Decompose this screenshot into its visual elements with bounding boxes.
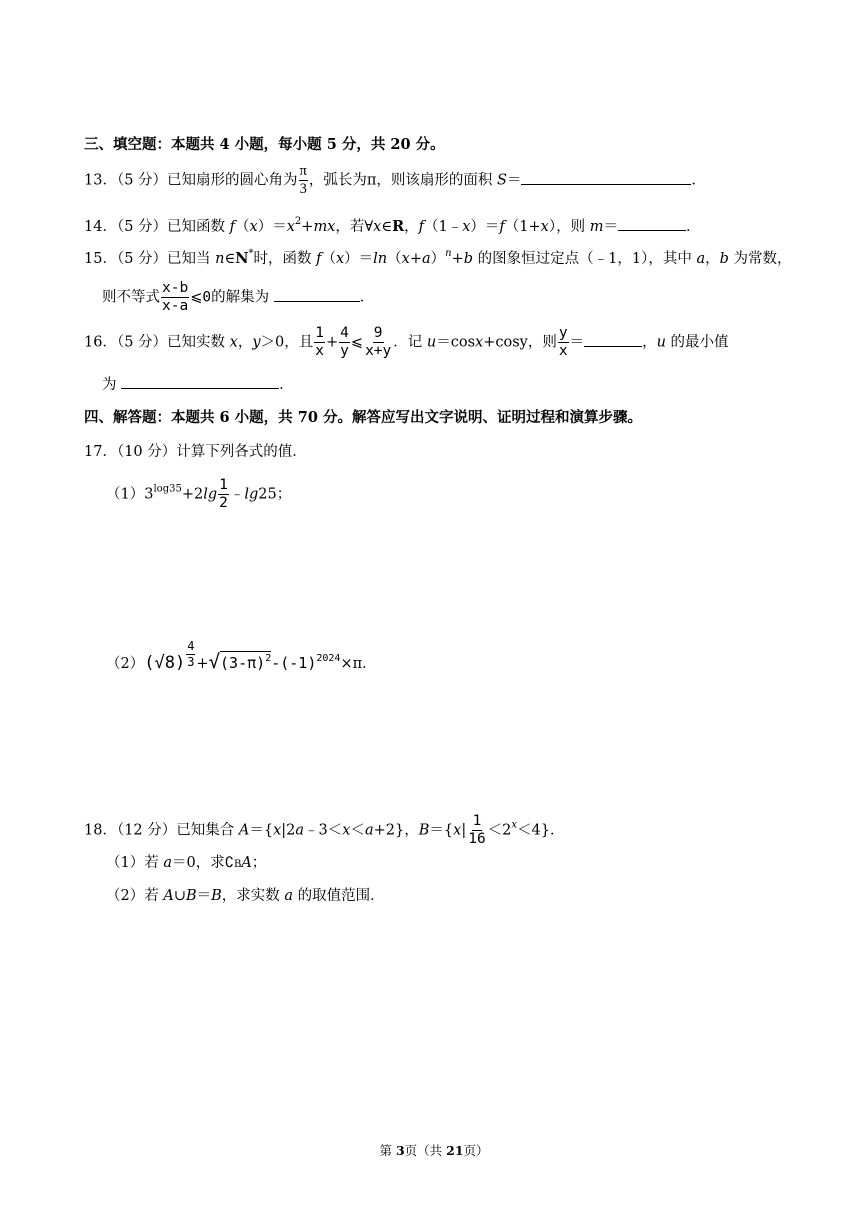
q18-a: a — [163, 855, 172, 871]
question-15-line-2 — [102, 281, 374, 314]
q15-a: a — [422, 251, 431, 267]
q17-frac-den: 3 — [187, 654, 195, 669]
q16-text: ， — [237, 334, 253, 351]
q17-root-sign: √ — [208, 651, 221, 673]
q14-f: f — [229, 219, 236, 235]
q14-end: ． — [685, 219, 701, 235]
q17-text: +2 — [181, 486, 204, 503]
q16-text: 的最小值 — [665, 334, 729, 351]
page-footer — [0, 1141, 868, 1159]
q15-a: a — [696, 251, 706, 267]
q14-text: ，若∀ — [335, 219, 374, 235]
q17-sup: log35 — [153, 483, 182, 495]
q15-text: ， — [705, 251, 720, 267]
q14-text: ）＝ — [257, 219, 287, 235]
q15-text: ） — [430, 251, 446, 267]
q13-eq: ＝ — [506, 172, 522, 189]
q15-b: b — [463, 251, 474, 267]
q16-frac-den: y — [340, 343, 349, 360]
q16-frac-num: 4 — [339, 326, 350, 343]
q13-frac-num: π — [299, 164, 308, 181]
q16-text: ， — [642, 334, 657, 351]
q14-text: （ — [235, 219, 250, 235]
q18-sub: B — [233, 859, 242, 870]
q16-text: ＝ — [569, 334, 585, 351]
q14-reals: R — [392, 218, 405, 235]
q15-text: （ — [321, 251, 336, 267]
q18-A: A — [241, 855, 252, 871]
q14-text: ， — [404, 219, 419, 235]
q16-text: ＝cos — [436, 334, 476, 351]
q13-fraction — [299, 164, 308, 197]
q16-frac-den: x — [558, 343, 568, 360]
q15-text: 的解集为 — [211, 289, 274, 306]
question-14 — [84, 218, 700, 235]
q14-text: ∈ — [381, 219, 393, 235]
q17-frac-num: 1 — [218, 478, 229, 495]
q16-text: 为 — [102, 377, 122, 393]
question-17-part-1 — [106, 478, 291, 511]
q18-text: ＝0，求∁ — [172, 855, 234, 871]
q15-sup: n — [445, 248, 452, 259]
question-18 — [84, 814, 565, 847]
question-15 — [84, 248, 792, 267]
q14-text: ＝ — [603, 219, 618, 235]
q18-text: （2）若 — [106, 888, 164, 904]
q17-sqrt8: (√8) — [144, 653, 186, 673]
q18-text: ＝{ — [429, 822, 454, 839]
question-18-part-2 — [106, 889, 385, 904]
q16-frac-num: 9 — [373, 326, 384, 343]
q17-frac-den: 2 — [219, 495, 228, 512]
q15-text: 15．（5 分）已知当 — [84, 251, 216, 267]
q15-text: 时，函数 — [253, 251, 317, 267]
q17-text: ﹣ — [229, 486, 245, 503]
q14-f: f — [499, 219, 505, 235]
q16-fraction-2 — [339, 326, 350, 359]
q15-text: 为常数， — [728, 251, 792, 267]
q15-x: x — [335, 251, 345, 267]
q17-text: ×π． — [340, 656, 377, 672]
q17-part-label: （2） — [106, 656, 145, 672]
q17-base: 3 — [144, 486, 154, 503]
q18-B: B — [211, 888, 222, 904]
q17-lg: lg — [203, 486, 218, 503]
q17-sup: 2 — [265, 653, 272, 664]
q16-y: y — [252, 334, 261, 351]
q18-text: （1）若 — [106, 855, 164, 871]
q15-fraction — [161, 281, 189, 314]
q15-x: x — [401, 251, 410, 267]
q14-x: x — [373, 219, 382, 235]
q16-text: 16．（5 分）已知实数 — [84, 334, 230, 351]
q13-text: 13．（5 分）已知扇形的圆心角为 — [84, 172, 298, 189]
q16-frac-num: 1 — [314, 326, 325, 343]
q14-text: ）＝ — [470, 219, 500, 235]
footer-text: 页（共 — [404, 1143, 447, 1158]
q18-text: ＝ — [196, 888, 212, 904]
q13-frac-den: 3 — [299, 181, 307, 198]
q18-frac-num: 1 — [472, 814, 483, 831]
q18-text: ＝{ — [249, 822, 274, 839]
q14-x: x — [286, 219, 295, 235]
q17-frac-num: 4 — [187, 639, 195, 653]
q14-text: + — [301, 219, 314, 235]
q15-ln: ln — [373, 251, 388, 267]
q16-text: ＞0，且 — [260, 334, 314, 351]
q15-end: ． — [359, 289, 375, 306]
footer-text: 第 — [379, 1143, 396, 1158]
q13-var-s: S — [497, 172, 507, 189]
q16-frac-den: x+y — [365, 343, 392, 360]
section-3-heading: 三、填空题：本题共 4 小题，每小题 5 分，共 20 分。 — [84, 136, 445, 153]
q18-text: 18．（12 分）已知集合 — [84, 822, 239, 839]
question-17-part-2 — [106, 640, 377, 672]
q18-text: +2}， — [373, 822, 419, 839]
q18-text: | — [461, 822, 467, 839]
question-16 — [84, 326, 729, 359]
q16-frac-den: x — [315, 343, 325, 360]
footer-text: 页） — [463, 1143, 489, 1158]
q18-a: a — [295, 822, 305, 839]
q16-fraction-1 — [314, 326, 325, 359]
q18-text: ＜4}． — [517, 822, 565, 839]
q18-text: ； — [251, 855, 267, 871]
q18-text: ﹣3＜ — [304, 822, 343, 839]
q17-radicand-text: (3-π) — [220, 654, 266, 672]
q18-B: B — [185, 888, 197, 904]
q14-text: （1﹣ — [424, 219, 463, 235]
q13-end: ． — [691, 172, 706, 189]
q14-answer-blank[interactable] — [618, 218, 686, 231]
q15-text: 的图象恒过定点（﹣1，1），其中 — [473, 251, 697, 267]
q15-frac-den: x-a — [162, 298, 189, 315]
q14-m: m — [589, 219, 604, 235]
q17-text: -(-1) — [271, 654, 317, 672]
section-4-heading: 四、解答题：本题共 6 小题，共 70 分。解答应写出文字说明、证明过程和演算步骤。 — [84, 409, 642, 426]
q13-text-mid: ，弧长为π，则该扇形的面积 — [308, 172, 498, 189]
q14-sup: 2 — [294, 216, 302, 227]
q14-text: 14．（5 分）已知函数 — [84, 219, 230, 235]
q18-A: A — [238, 822, 250, 839]
q17-text: + — [196, 656, 209, 672]
q17-radicand — [220, 651, 271, 672]
q15-text: 则不等式 — [102, 289, 160, 306]
q17-text: 25； — [258, 486, 292, 503]
q16-answer-blank-1[interactable] — [584, 334, 642, 347]
q18-text: 的取值范围． — [293, 888, 385, 904]
q16-frac-num: y — [558, 326, 569, 343]
q18-B: B — [418, 822, 430, 839]
q15-naturals: N — [235, 250, 249, 267]
q15-text: + — [409, 251, 422, 267]
q16-text: ．记 — [393, 334, 427, 351]
q15-text: + — [451, 251, 464, 267]
q15-b: b — [719, 251, 729, 267]
q18-x: x — [342, 822, 351, 839]
q15-f: f — [316, 251, 322, 267]
q18-x: x — [273, 822, 282, 839]
q14-text: ），则 — [548, 219, 590, 235]
q15-text: ∈ — [224, 251, 236, 267]
q16-answer-blank-2[interactable] — [121, 376, 279, 389]
q15-text: （ — [387, 251, 402, 267]
q16-plus: + — [326, 334, 339, 351]
q18-text: ＜2 — [487, 822, 512, 839]
q15-n: n — [215, 251, 225, 267]
q16-x: x — [229, 334, 238, 351]
q17-sup: 2024 — [316, 653, 341, 664]
q15-text: ）＝ — [344, 251, 374, 267]
q18-frac-den: 16 — [468, 831, 486, 848]
q15-leq: ⩽0 — [190, 289, 212, 306]
q18-text: |2 — [281, 822, 296, 839]
q16-fraction-3 — [364, 326, 392, 359]
q14-x: x — [462, 219, 471, 235]
q18-fraction — [467, 814, 486, 847]
q16-u: u — [656, 334, 666, 351]
q18-sup: x — [511, 819, 518, 831]
q14-x: x — [249, 219, 258, 235]
q14-mx: mx — [313, 219, 336, 235]
q15-answer-blank[interactable] — [274, 289, 360, 302]
q18-text: ＜ — [350, 822, 365, 839]
q18-A: A — [163, 888, 174, 904]
q18-text: ∪ — [173, 888, 186, 904]
q18-x: x — [453, 822, 462, 839]
q14-x: x — [540, 219, 549, 235]
q16-fraction-4 — [558, 326, 569, 359]
q17-lg: lg — [244, 486, 259, 503]
q18-text: ，求实数 — [221, 888, 285, 904]
q15-frac-num: x-b — [161, 281, 189, 298]
q18-a: a — [284, 888, 294, 904]
q16-text: +cosy，则 — [483, 334, 557, 351]
q17-fraction — [218, 478, 229, 511]
q18-a: a — [364, 822, 374, 839]
page-number: 3 — [395, 1143, 405, 1158]
q16-u: u — [426, 334, 437, 351]
q16-x: x — [475, 334, 484, 351]
q13-answer-blank[interactable] — [521, 172, 691, 185]
question-16-line-2 — [102, 376, 294, 393]
q16-leq: ⩽ — [350, 334, 364, 351]
q14-f: f — [418, 219, 424, 235]
q15-sup: * — [248, 248, 254, 259]
q14-text: （1+ — [504, 219, 541, 235]
page-total: 21 — [446, 1143, 464, 1158]
q17-part-label: （1） — [106, 486, 145, 503]
q16-end: ． — [279, 377, 294, 393]
question-17-title: 17．（10 分）计算下列各式的值． — [84, 444, 307, 460]
q17-exponent-fraction — [186, 640, 195, 668]
question-18-part-1 — [106, 856, 266, 871]
question-13 — [84, 164, 706, 197]
